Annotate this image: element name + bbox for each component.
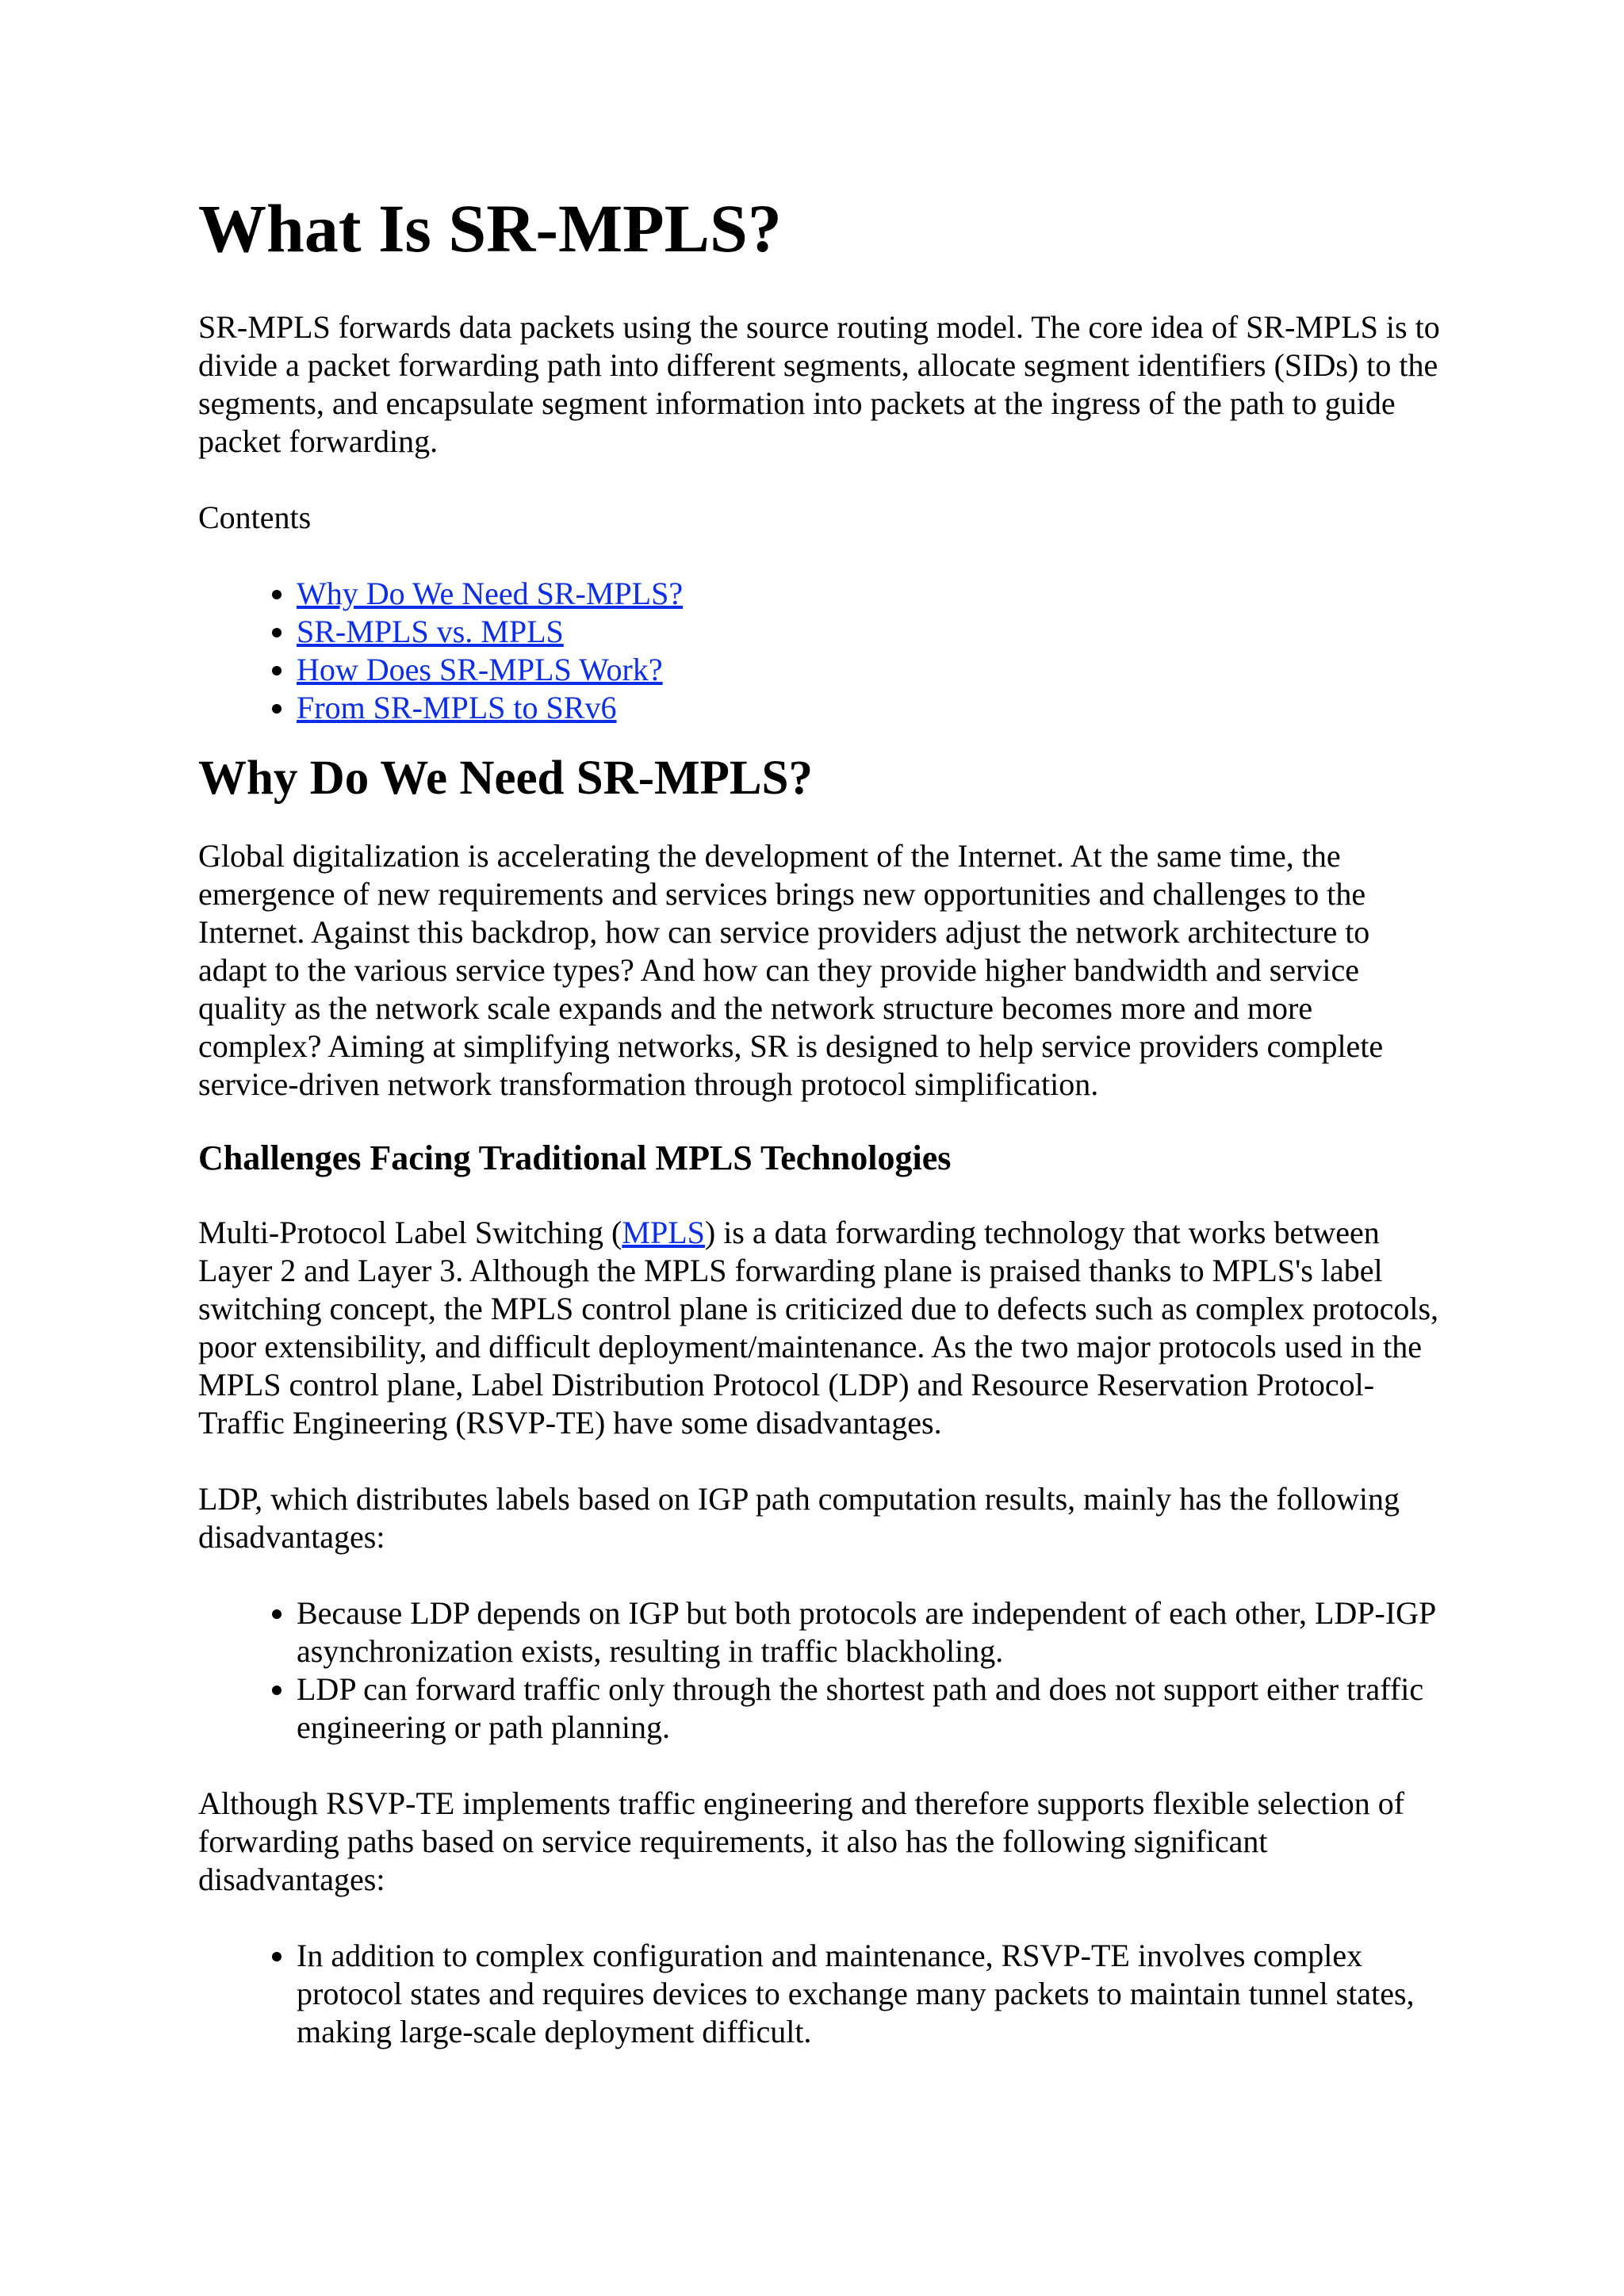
contents-label: Contents bbox=[198, 499, 312, 535]
toc-item bbox=[297, 651, 1443, 689]
toc-link-sr-mpls-vs-mpls[interactable]: SR-MPLS vs. MPLS bbox=[297, 614, 564, 649]
mpls-paragraph-text-start: Multi-Protocol Label Switching ( bbox=[198, 1215, 622, 1250]
toc-link-how-sr-mpls-works[interactable]: How Does SR-MPLS Work? bbox=[297, 652, 663, 687]
rsvp-paragraph: Although RSVP-TE implements traffic engineering and therefore supports flexible selection of forwarding paths based on service requirements, it also has the following significant disadvantages: bbox=[198, 1785, 1405, 1897]
toc-item bbox=[297, 575, 1443, 613]
toc-link-why-need-sr-mpls[interactable]: Why Do We Need SR-MPLS? bbox=[297, 576, 684, 611]
rsvp-disadvantages-list bbox=[198, 1937, 1443, 2051]
document-page bbox=[198, 189, 1443, 2051]
mpls-paragraph-text-end: ) is a data forwarding technology that works between Layer 2 and Layer 3. Although the MPLS forwarding plane is praised thanks to MPLS's label switching concept, the MPLS control plane is criticized due to defects such as complex protocols, poor extensibility, and difficult deployment/maintenance. As the two major protocols used in the MPLS control plane, Label Distribution Protocol (LDP) and Resource Reservation Protocol-Traffic Engineering (RSVP-TE) have some disadvantages. bbox=[198, 1215, 1439, 1441]
list-item: • LDP can forward traffic only through the shortest path and does not support either traffic engineering or path planning. bbox=[297, 1670, 1443, 1747]
intro-paragraph: SR-MPLS forwards data packets using the source routing model. The core idea of SR-MPLS is to divide a packet forwarding path into different segments, allocate segment identifiers (SIDs) to the segments, and encapsulate segment information into packets at the ingress of the path to guide packet forwarding. bbox=[198, 309, 1440, 459]
subsection-heading-challenges: Challenges Facing Traditional MPLS Technologies bbox=[198, 1138, 952, 1177]
toc-item bbox=[297, 613, 1443, 651]
ldp-disadvantages-list bbox=[198, 1594, 1443, 1747]
page-title: What Is SR-MPLS? bbox=[198, 190, 782, 266]
section-heading-why-need: Why Do We Need SR-MPLS? bbox=[198, 752, 813, 805]
mpls-link[interactable]: MPLS bbox=[622, 1215, 705, 1250]
toc-link-sr-mpls-to-srv6[interactable]: From SR-MPLS to SRv6 bbox=[297, 690, 617, 725]
section-paragraph: Global digitalization is accelerating the development of the Internet. At the same time, the emergence of new requirements and services brings new opportunities and challenges to the Internet. Against this backdrop, how can service providers adjust the network architecture to adapt to the various service types? And how can they provide higher bandwidth and service quality as the network scale expands and the network structure becomes more and more complex? Aiming at simplifying networks, SR is designed to help service providers complete service-driven network transformation through protocol simplification. bbox=[198, 838, 1384, 1102]
table-of-contents bbox=[198, 575, 1443, 727]
list-item: • Because LDP depends on IGP but both protocols are independent of each other, LDP-IGP asynchronization exists, resulting in traffic blackholing. bbox=[297, 1594, 1443, 1670]
ldp-paragraph: LDP, which distributes labels based on IGP path computation results, mainly has the following disadvantages: bbox=[198, 1481, 1400, 1555]
list-item: • In addition to complex configuration and maintenance, RSVP-TE involves complex protocol states and requires devices to exchange many packets to maintain tunnel states, making large-scale deployment difficult. bbox=[297, 1937, 1443, 2051]
mpls-paragraph bbox=[198, 1214, 1443, 1442]
toc-item bbox=[297, 689, 1443, 727]
